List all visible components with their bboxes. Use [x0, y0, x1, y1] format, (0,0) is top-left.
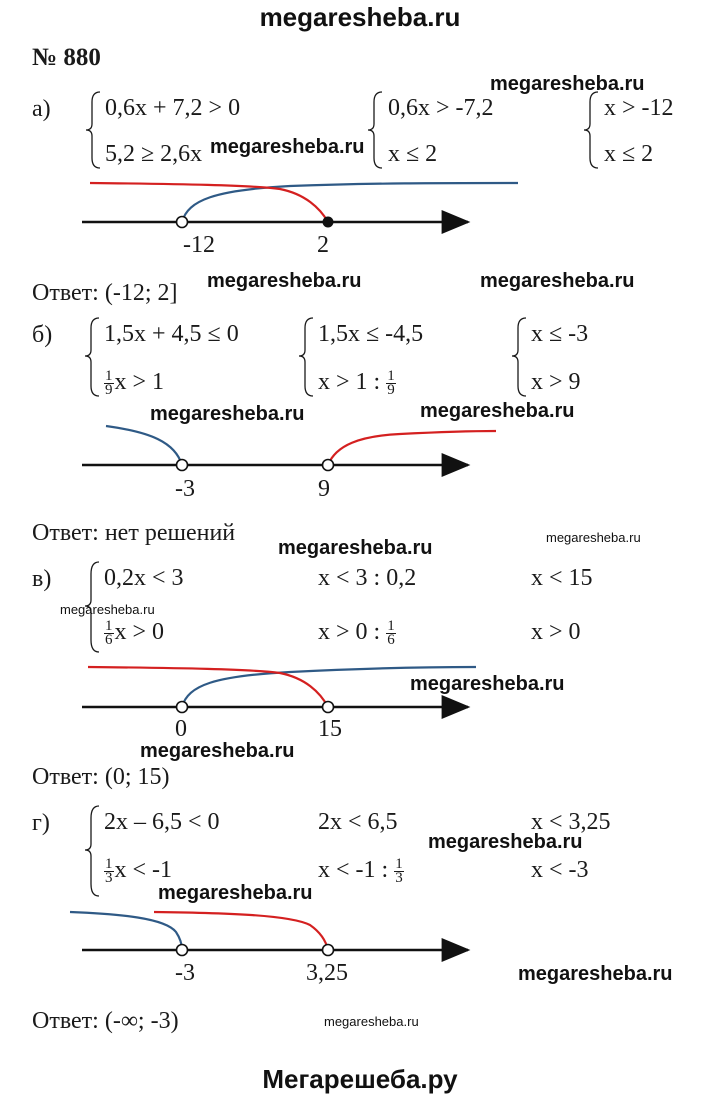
part-v-col1-row1: 0,2x < 3 [104, 565, 184, 591]
watermark: megaresheba.ru [428, 831, 583, 853]
brace [86, 92, 100, 168]
brace [368, 92, 382, 168]
curve-blue-g [70, 912, 182, 950]
part-a-label: а) [32, 96, 51, 122]
watermark: megaresheba.ru [140, 740, 295, 762]
site-footer: Мегарешеба.ру [262, 1064, 458, 1094]
part-b-col1-row2: $\frac{1}{9}$ x > 1 [105, 367, 165, 398]
fraction: $\frac{1}{9}$ [387, 367, 395, 398]
watermark: megaresheba.ru [60, 602, 155, 617]
watermark: megaresheba.ru [207, 270, 362, 292]
brace [512, 318, 526, 396]
part-b-answer: Ответ: нет решений [32, 520, 236, 546]
fraction: $\frac{1}{6}$ [387, 617, 395, 648]
open-point-g2 [323, 945, 334, 956]
part-g-col2-row1: 2x < 6,5 [318, 809, 398, 835]
part-b-label: б) [32, 322, 53, 348]
part-v-point-2: 15 [318, 716, 342, 742]
part-a-point-2: 2 [317, 232, 329, 258]
part-g-point-2: 3,25 [306, 960, 348, 986]
part-a-col1-row1: 0,6x + 7,2 > 0 [105, 95, 241, 121]
curve-blue-b [106, 426, 182, 465]
watermark: megaresheba.ru [410, 673, 565, 695]
fraction: $\frac{1}{3}$ [395, 855, 403, 886]
part-a-col3-row1: x > -12 [604, 95, 674, 121]
fraction: $\frac{1}{6}$ [105, 617, 113, 648]
part-b-col2-row1: 1,5x ≤ -4,5 [318, 321, 424, 347]
part-g-col2-row2: x < -1 : $\frac{1}{3}$ [318, 855, 403, 886]
curve-blue-a [182, 183, 518, 222]
part-b-col3-row2: x > 9 [531, 369, 581, 395]
part-a-col3-row2: x ≤ 2 [604, 141, 654, 167]
watermark: megaresheba.ru [150, 403, 305, 425]
part-g-col3-row2: x < -3 [531, 857, 589, 883]
fraction: $\frac{1}{3}$ [105, 855, 113, 886]
part-v-col2-row2: x > 0 : $\frac{1}{6}$ [318, 617, 395, 648]
watermark: megaresheba.ru [518, 963, 673, 985]
watermark: megaresheba.ru [480, 270, 635, 292]
brace [85, 806, 99, 896]
part-v-answer: Ответ: (0; 15) [32, 764, 170, 790]
part-v-col2-row1: x < 3 : 0,2 [318, 565, 417, 591]
site-header: megaresheba.ru [259, 2, 461, 32]
watermark: megaresheba.ru [210, 136, 365, 158]
part-v-point-1: 0 [175, 716, 187, 742]
open-point-b1 [177, 460, 188, 471]
part-b-col1-row1: 1,5x + 4,5 ≤ 0 [104, 321, 239, 347]
part-a-col2-row2: x ≤ 2 [388, 141, 438, 167]
curve-red-b [328, 431, 496, 465]
watermark: megaresheba.ru [324, 1014, 419, 1029]
watermark: megaresheba.ru [546, 530, 641, 545]
watermark: megaresheba.ru [490, 73, 645, 95]
open-point-g1 [177, 945, 188, 956]
part-a-col1-row2: 5,2 ≥ 2,6x [105, 141, 203, 167]
part-g-answer: Ответ: (-∞; -3) [32, 1008, 179, 1034]
part-b-col2-row2: x > 1 : $\frac{1}{9}$ [318, 367, 395, 398]
part-b-col3-row1: x ≤ -3 [531, 321, 589, 347]
part-v-label: в) [32, 566, 52, 592]
part-a-col2-row1: 0,6x > -7,2 [388, 95, 494, 121]
fraction: $\frac{1}{9}$ [105, 367, 113, 398]
part-a-point-1: -12 [183, 232, 215, 258]
part-g-col1-row2: $\frac{1}{3}$ x < -1 [105, 855, 173, 886]
watermark: megaresheba.ru [278, 537, 433, 559]
curve-red-a [90, 183, 328, 222]
open-point-a [177, 217, 188, 228]
part-g-col1-row1: 2x – 6,5 < 0 [104, 809, 220, 835]
filled-point-a [323, 217, 334, 228]
brace [85, 318, 99, 396]
watermark: megaresheba.ru [420, 400, 575, 422]
brace [584, 92, 598, 168]
part-b-point-2: 9 [318, 476, 330, 502]
part-g-col3-row1: x < 3,25 [531, 809, 611, 835]
brace [299, 318, 313, 396]
part-v-col3-row2: x > 0 [531, 619, 581, 645]
part-g-label: г) [32, 810, 50, 836]
part-a-answer: Ответ: (-12; 2] [32, 280, 178, 306]
part-v-col1-row2: $\frac{1}{6}$ x > 0 [105, 617, 165, 648]
open-point-b2 [323, 460, 334, 471]
part-g-point-1: -3 [175, 960, 195, 986]
open-point-v1 [177, 702, 188, 713]
problem-title: № 880 [32, 44, 101, 71]
watermark: megaresheba.ru [158, 882, 313, 904]
part-v-col3-row1: x < 15 [531, 565, 593, 591]
open-point-v2 [323, 702, 334, 713]
part-b-point-1: -3 [175, 476, 195, 502]
